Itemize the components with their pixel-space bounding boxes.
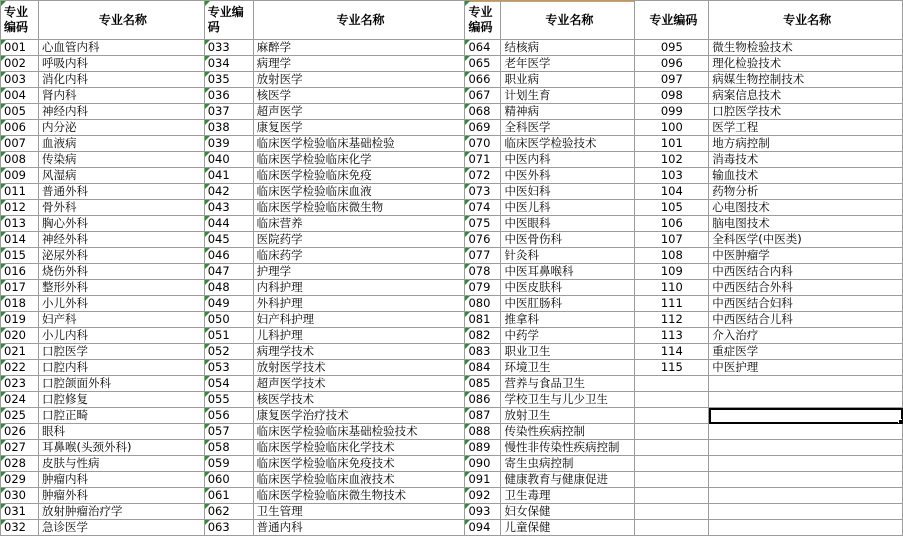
specialty-name-cell[interactable]: 中医骨伤科 (501, 232, 635, 248)
specialty-name-cell[interactable]: 医学工程 (709, 120, 903, 136)
specialty-code-cell[interactable]: 008 (1, 152, 39, 168)
specialty-code-cell[interactable] (635, 424, 709, 440)
specialty-name-cell[interactable]: 中医护理 (709, 360, 903, 376)
specialty-name-cell[interactable]: 精神病 (501, 104, 635, 120)
header-row (1, 1, 903, 40)
header-name-cell[interactable]: 专业名称 (709, 1, 903, 40)
specialty-name-cell[interactable]: 输血技术 (709, 168, 903, 184)
header-code-cell[interactable]: 专业编码 (635, 1, 709, 40)
specialty-code-cell[interactable]: 004 (1, 88, 39, 104)
specialty-code-cell[interactable]: 080 (465, 296, 501, 312)
specialty-name-cell[interactable]: 呼吸内科 (38, 56, 204, 72)
specialty-name-cell[interactable]: 病媒生物控制技术 (709, 72, 903, 88)
specialty-code-cell[interactable]: 022 (1, 360, 39, 376)
specialty-name-cell[interactable]: 放射肿瘤治疗学 (38, 504, 204, 520)
specialty-name-cell[interactable]: 烧伤外科 (38, 264, 204, 280)
specialty-code-cell[interactable]: 106 (635, 216, 709, 232)
table-row (1, 200, 903, 216)
specialty-name-cell[interactable]: 急诊医学 (38, 520, 204, 536)
specialty-name-cell[interactable]: 药物分析 (709, 184, 903, 200)
specialty-name-cell[interactable] (709, 504, 903, 520)
table-row (1, 280, 903, 296)
specialty-name-cell[interactable]: 普通内科 (253, 520, 465, 536)
specialty-name-cell[interactable]: 肿瘤外科 (38, 488, 204, 504)
specialty-name-cell[interactable]: 核医学技术 (253, 392, 465, 408)
specialty-name-cell[interactable] (709, 440, 903, 456)
header-name-cell[interactable]: 专业名称 (253, 1, 465, 40)
specialty-name-cell[interactable]: 全科医学(中医类) (709, 232, 903, 248)
specialty-name-cell[interactable]: 介入治疗 (709, 328, 903, 344)
specialty-name-cell[interactable]: 消化内科 (38, 72, 204, 88)
specialty-name-cell[interactable] (709, 376, 903, 392)
specialty-name-cell[interactable]: 超声医学 (253, 104, 465, 120)
specialty-code-cell[interactable]: 101 (635, 136, 709, 152)
specialty-code-cell[interactable]: 113 (635, 328, 709, 344)
specialty-code-cell[interactable]: 087 (465, 408, 501, 424)
table-row (1, 104, 903, 120)
specialty-code-cell[interactable]: 086 (465, 392, 501, 408)
specialty-code-cell[interactable]: 066 (465, 72, 501, 88)
specialty-name-cell[interactable]: 内分泌 (38, 120, 204, 136)
specialty-code-cell[interactable]: 060 (204, 472, 253, 488)
specialty-name-cell[interactable]: 中医儿科 (501, 200, 635, 216)
specialty-code-cell[interactable]: 110 (635, 280, 709, 296)
specialty-code-cell[interactable]: 018 (1, 296, 39, 312)
specialty-code-cell[interactable] (635, 488, 709, 504)
specialty-code-cell[interactable] (635, 504, 709, 520)
specialty-code-cell[interactable]: 085 (465, 376, 501, 392)
specialty-code-cell[interactable]: 053 (204, 360, 253, 376)
specialty-code-cell[interactable] (635, 520, 709, 536)
table-row (1, 152, 903, 168)
table-row (1, 488, 903, 504)
specialty-name-cell[interactable]: 微生物检验技术 (709, 40, 903, 56)
table-row (1, 360, 903, 376)
specialty-code-cell[interactable]: 040 (204, 152, 253, 168)
specialty-code-cell[interactable]: 012 (1, 200, 39, 216)
specialty-code-cell[interactable]: 056 (204, 408, 253, 424)
table-row (1, 328, 903, 344)
specialty-code-cell[interactable]: 093 (465, 504, 501, 520)
specialty-name-cell[interactable]: 全科医学 (501, 120, 635, 136)
specialty-name-cell[interactable] (709, 456, 903, 472)
specialty-code-cell[interactable]: 048 (204, 280, 253, 296)
specialty-code-cell[interactable]: 109 (635, 264, 709, 280)
specialty-name-cell[interactable]: 口腔医学技术 (709, 104, 903, 120)
specialty-name-cell[interactable]: 口腔医学 (38, 344, 204, 360)
specialty-name-cell[interactable]: 病案信息技术 (709, 88, 903, 104)
specialty-code-cell[interactable]: 003 (1, 72, 39, 88)
specialty-name-cell[interactable] (709, 392, 903, 408)
specialty-name-cell[interactable]: 中医肿瘤学 (709, 248, 903, 264)
table-row (1, 168, 903, 184)
specialty-code-cell[interactable]: 089 (465, 440, 501, 456)
specialty-name-cell[interactable]: 放射卫生 (501, 408, 635, 424)
table-row (1, 312, 903, 328)
specialty-code-cell[interactable]: 062 (204, 504, 253, 520)
specialty-code-cell[interactable]: 071 (465, 152, 501, 168)
specialty-code-cell[interactable]: 070 (465, 136, 501, 152)
table-row (1, 424, 903, 440)
table-row (1, 72, 903, 88)
specialty-code-cell[interactable] (635, 472, 709, 488)
specialty-name-cell[interactable]: 临床医学检验临床血液技术 (253, 472, 465, 488)
specialty-name-cell[interactable]: 妇产科护理 (253, 312, 465, 328)
specialty-code-cell[interactable]: 091 (465, 472, 501, 488)
specialty-code-cell[interactable]: 026 (1, 424, 39, 440)
specialty-name-cell[interactable]: 妇女保健 (501, 504, 635, 520)
specialty-name-cell[interactable]: 结核病 (501, 40, 635, 56)
table-row (1, 136, 903, 152)
specialty-code-cell[interactable]: 041 (204, 168, 253, 184)
table-row (1, 264, 903, 280)
specialty-name-cell[interactable]: 皮肤与性病 (38, 456, 204, 472)
specialty-name-cell[interactable]: 泌尿外科 (38, 248, 204, 264)
specialty-name-cell[interactable]: 临床药学 (253, 248, 465, 264)
table-row (1, 120, 903, 136)
specialty-name-cell[interactable]: 针灸科 (501, 248, 635, 264)
specialty-name-cell[interactable]: 临床医学检验临床微生物技术 (253, 488, 465, 504)
specialty-name-cell[interactable]: 环境卫生 (501, 360, 635, 376)
specialty-code-cell[interactable]: 055 (204, 392, 253, 408)
specialty-name-cell[interactable]: 儿科护理 (253, 328, 465, 344)
specialty-name-cell[interactable]: 中医耳鼻喉科 (501, 264, 635, 280)
specialty-code-cell[interactable]: 057 (204, 424, 253, 440)
specialty-code-cell[interactable]: 011 (1, 184, 39, 200)
table-row (1, 376, 903, 392)
specialty-name-cell[interactable]: 传染病 (38, 152, 204, 168)
specialty-code-cell[interactable]: 038 (204, 120, 253, 136)
specialty-code-cell[interactable]: 054 (204, 376, 253, 392)
table-row (1, 504, 903, 520)
specialty-name-cell[interactable]: 核医学 (253, 88, 465, 104)
specialty-name-cell[interactable]: 风湿病 (38, 168, 204, 184)
specialty-name-cell[interactable]: 眼科 (38, 424, 204, 440)
specialty-name-cell[interactable]: 传染性疾病控制 (501, 424, 635, 440)
fill-handle[interactable] (898, 419, 903, 424)
specialty-name-cell[interactable]: 口腔正畸 (38, 408, 204, 424)
specialty-code-cell[interactable]: 065 (465, 56, 501, 72)
specialty-name-cell[interactable]: 内科护理 (253, 280, 465, 296)
specialty-name-cell[interactable]: 病理学技术 (253, 344, 465, 360)
specialty-name-cell[interactable]: 肾内科 (38, 88, 204, 104)
specialty-name-cell[interactable]: 神经外科 (38, 232, 204, 248)
specialty-code-cell[interactable]: 061 (204, 488, 253, 504)
specialty-code-cell[interactable]: 099 (635, 104, 709, 120)
specialty-code-cell[interactable]: 079 (465, 280, 501, 296)
header-code-cell[interactable]: 专业编码 (1, 1, 39, 40)
specialty-code-cell[interactable]: 015 (1, 248, 39, 264)
specialty-name-cell[interactable]: 计划生育 (501, 88, 635, 104)
specialty-code-cell[interactable] (635, 456, 709, 472)
table-row (1, 216, 903, 232)
specialty-code-cell[interactable]: 076 (465, 232, 501, 248)
specialty-name-cell[interactable]: 口腔内科 (38, 360, 204, 376)
specialty-name-cell[interactable] (709, 424, 903, 440)
specialty-code-cell[interactable] (635, 440, 709, 456)
specialty-code-cell[interactable]: 096 (635, 56, 709, 72)
specialty-name-cell[interactable]: 卫生毒理 (501, 488, 635, 504)
specialty-code-cell[interactable]: 102 (635, 152, 709, 168)
specialty-code-cell[interactable]: 100 (635, 120, 709, 136)
specialty-name-cell[interactable]: 神经内科 (38, 104, 204, 120)
specialty-code-cell[interactable]: 036 (204, 88, 253, 104)
specialty-code-cell[interactable]: 039 (204, 136, 253, 152)
specialty-code-cell[interactable]: 006 (1, 120, 39, 136)
table-row (1, 88, 903, 104)
specialty-code-cell[interactable]: 067 (465, 88, 501, 104)
table-row (1, 56, 903, 72)
specialty-name-cell[interactable]: 医院药学 (253, 232, 465, 248)
specialty-name-cell[interactable]: 地方病控制 (709, 136, 903, 152)
specialty-name-cell[interactable]: 健康教育与健康促进 (501, 472, 635, 488)
header-code-cell[interactable]: 专业编码 (465, 1, 501, 40)
specialty-code-cell[interactable]: 115 (635, 360, 709, 376)
specialty-code-cell[interactable]: 107 (635, 232, 709, 248)
specialty-code-cell[interactable]: 032 (1, 520, 39, 536)
table-row (1, 344, 903, 360)
specialty-name-cell[interactable]: 临床医学检验技术 (501, 136, 635, 152)
specialty-code-cell[interactable]: 075 (465, 216, 501, 232)
specialty-code-cell[interactable]: 020 (1, 328, 39, 344)
specialty-name-cell[interactable]: 中医内科 (501, 152, 635, 168)
specialty-code-cell[interactable]: 103 (635, 168, 709, 184)
specialty-name-cell[interactable]: 临床医学检验临床免疫技术 (253, 456, 465, 472)
specialty-code-cell[interactable]: 072 (465, 168, 501, 184)
specialty-code-cell[interactable]: 050 (204, 312, 253, 328)
specialty-name-cell[interactable]: 中西医结合儿科 (709, 312, 903, 328)
specialty-code-cell[interactable]: 068 (465, 104, 501, 120)
specialty-name-cell[interactable] (709, 488, 903, 504)
specialty-code-cell[interactable]: 029 (1, 472, 39, 488)
specialty-code-cell[interactable]: 074 (465, 200, 501, 216)
specialty-code-cell[interactable]: 112 (635, 312, 709, 328)
specialty-name-cell[interactable]: 护理学 (253, 264, 465, 280)
specialty-code-cell[interactable]: 021 (1, 344, 39, 360)
specialty-name-cell[interactable]: 卫生管理 (253, 504, 465, 520)
specialty-code-cell[interactable]: 028 (1, 456, 39, 472)
specialty-name-cell[interactable]: 营养与食品卫生 (501, 376, 635, 392)
table-row (1, 40, 903, 56)
specialty-name-cell[interactable]: 推拿科 (501, 312, 635, 328)
table-row (1, 232, 903, 248)
table-row (1, 440, 903, 456)
table-row (1, 472, 903, 488)
specialty-code-cell[interactable]: 052 (204, 344, 253, 360)
specialty-code-cell[interactable]: 034 (204, 56, 253, 72)
specialty-code-cell[interactable] (635, 376, 709, 392)
specialty-code-cell[interactable]: 024 (1, 392, 39, 408)
specialty-name-cell[interactable]: 临床医学检验临床微生物 (253, 200, 465, 216)
specialty-name-cell[interactable]: 胸心外科 (38, 216, 204, 232)
specialty-name-cell[interactable]: 超声医学技术 (253, 376, 465, 392)
specialty-name-cell[interactable] (709, 472, 903, 488)
specialty-name-cell[interactable]: 中医皮肤科 (501, 280, 635, 296)
specialty-name-cell[interactable]: 中医妇科 (501, 184, 635, 200)
specialty-code-cell[interactable]: 045 (204, 232, 253, 248)
specialty-code-cell[interactable]: 002 (1, 56, 39, 72)
specialty-name-cell[interactable]: 康复医学治疗技术 (253, 408, 465, 424)
table-row (1, 248, 903, 264)
specialty-name-cell[interactable]: 麻醉学 (253, 40, 465, 56)
specialty-name-cell[interactable]: 中医眼科 (501, 216, 635, 232)
specialty-code-cell[interactable]: 046 (204, 248, 253, 264)
specialty-code-cell[interactable]: 063 (204, 520, 253, 536)
specialty-code-cell[interactable]: 064 (465, 40, 501, 56)
specialty-name-cell[interactable]: 消毒技术 (709, 152, 903, 168)
specialty-name-cell[interactable]: 中西医结合外科 (709, 280, 903, 296)
specialty-name-cell[interactable]: 肿瘤内科 (38, 472, 204, 488)
specialty-name-cell[interactable]: 中西医结合内科 (709, 264, 903, 280)
specialty-code-cell[interactable]: 033 (204, 40, 253, 56)
specialty-name-cell[interactable]: 心血管内科 (38, 40, 204, 56)
selected-cell[interactable] (709, 408, 903, 424)
specialty-name-cell[interactable]: 放射医学技术 (253, 360, 465, 376)
specialty-code-cell[interactable]: 030 (1, 488, 39, 504)
specialty-code-cell[interactable]: 114 (635, 344, 709, 360)
specialty-name-cell[interactable]: 临床医学检验临床免疫 (253, 168, 465, 184)
specialty-code-cell[interactable]: 027 (1, 440, 39, 456)
specialty-name-cell[interactable]: 职业病 (501, 72, 635, 88)
specialty-name-cell[interactable]: 血液病 (38, 136, 204, 152)
specialty-name-cell[interactable]: 放射医学 (253, 72, 465, 88)
specialty-code-cell[interactable] (635, 392, 709, 408)
specialty-code-cell[interactable]: 058 (204, 440, 253, 456)
specialty-name-cell[interactable]: 心电图技术 (709, 200, 903, 216)
table-row (1, 392, 903, 408)
specialty-name-cell[interactable]: 骨外科 (38, 200, 204, 216)
specialty-code-cell[interactable]: 035 (204, 72, 253, 88)
table-row (1, 520, 903, 536)
specialty-name-cell[interactable]: 中药学 (501, 328, 635, 344)
specialty-name-cell[interactable]: 小儿内科 (38, 328, 204, 344)
specialty-code-cell[interactable]: 094 (465, 520, 501, 536)
specialty-name-cell[interactable]: 儿童保健 (501, 520, 635, 536)
specialty-code-cell[interactable]: 088 (465, 424, 501, 440)
specialty-code-cell[interactable]: 104 (635, 184, 709, 200)
specialty-code-cell[interactable] (635, 408, 709, 424)
specialty-code-cell[interactable]: 047 (204, 264, 253, 280)
specialty-code-cell[interactable]: 098 (635, 88, 709, 104)
specialty-name-cell[interactable]: 脑电图技术 (709, 216, 903, 232)
specialty-code-cell[interactable]: 083 (465, 344, 501, 360)
specialty-code-cell[interactable]: 111 (635, 296, 709, 312)
header-name-cell[interactable]: 专业名称 (38, 1, 204, 40)
specialty-name-cell[interactable]: 重症医学 (709, 344, 903, 360)
specialty-name-cell[interactable]: 病理学 (253, 56, 465, 72)
specialty-code-cell[interactable]: 049 (204, 296, 253, 312)
specialty-name-cell[interactable]: 临床营养 (253, 216, 465, 232)
specialty-name-cell[interactable]: 理化检验技术 (709, 56, 903, 72)
specialty-code-cell[interactable]: 077 (465, 248, 501, 264)
specialty-name-cell[interactable]: 慢性非传染性疾病控制 (501, 440, 635, 456)
specialty-code-cell[interactable]: 069 (465, 120, 501, 136)
specialty-name-cell[interactable]: 康复医学 (253, 120, 465, 136)
specialty-name-cell[interactable]: 学校卫生与儿少卫生 (501, 392, 635, 408)
table-row (1, 296, 903, 312)
specialty-name-cell[interactable]: 外科护理 (253, 296, 465, 312)
specialty-code-cell[interactable]: 044 (204, 216, 253, 232)
specialty-name-cell[interactable] (709, 520, 903, 536)
specialty-name-cell[interactable]: 临床医学检验临床化学 (253, 152, 465, 168)
specialty-name-cell[interactable]: 老年医学 (501, 56, 635, 72)
specialty-code-cell[interactable]: 084 (465, 360, 501, 376)
specialty-name-cell[interactable]: 临床医学检验临床基础检验技术 (253, 424, 465, 440)
specialty-name-cell[interactable]: 临床医学检验临床化学技术 (253, 440, 465, 456)
specialty-code-cell[interactable]: 013 (1, 216, 39, 232)
specialty-code-cell[interactable]: 090 (465, 456, 501, 472)
specialty-code-cell[interactable]: 073 (465, 184, 501, 200)
specialty-code-cell[interactable]: 097 (635, 72, 709, 88)
specialty-name-cell[interactable]: 中西医结合妇科 (709, 296, 903, 312)
specialty-code-cell[interactable]: 078 (465, 264, 501, 280)
specialty-name-cell[interactable]: 临床医学检验临床血液 (253, 184, 465, 200)
specialty-code-cell[interactable]: 007 (1, 136, 39, 152)
table-row (1, 184, 903, 200)
specialty-name-cell[interactable]: 小儿外科 (38, 296, 204, 312)
specialty-code-cell[interactable]: 037 (204, 104, 253, 120)
specialty-name-cell[interactable]: 职业卫生 (501, 344, 635, 360)
specialty-code-cell[interactable]: 016 (1, 264, 39, 280)
table-row (1, 456, 903, 472)
specialty-code-cell[interactable]: 019 (1, 312, 39, 328)
specialty-name-cell[interactable]: 口腔颌面外科 (38, 376, 204, 392)
specialty-code-cell[interactable]: 009 (1, 168, 39, 184)
specialty-code-cell[interactable]: 108 (635, 248, 709, 264)
specialty-code-cell[interactable]: 082 (465, 328, 501, 344)
specialty-code-cell[interactable]: 105 (635, 200, 709, 216)
specialty-code-cell[interactable]: 092 (465, 488, 501, 504)
specialty-code-cell[interactable]: 042 (204, 184, 253, 200)
header-code-cell[interactable]: 专业编码 (204, 1, 253, 40)
specialty-name-cell[interactable]: 普通外科 (38, 184, 204, 200)
specialty-code-cell[interactable]: 059 (204, 456, 253, 472)
specialty-name-cell[interactable]: 耳鼻喉(头颈外科) (38, 440, 204, 456)
specialty-name-cell[interactable]: 寄生虫病控制 (501, 456, 635, 472)
specialty-code-cell[interactable]: 005 (1, 104, 39, 120)
specialty-code-cell[interactable]: 081 (465, 312, 501, 328)
specialty-code-cell[interactable]: 023 (1, 376, 39, 392)
specialty-code-cell[interactable]: 095 (635, 40, 709, 56)
specialty-name-cell[interactable]: 临床医学检验临床基础检验 (253, 136, 465, 152)
table-row (1, 408, 903, 424)
specialty-name-cell[interactable]: 中医外科 (501, 168, 635, 184)
specialty-code-cell[interactable]: 043 (204, 200, 253, 216)
specialty-code-cell[interactable]: 014 (1, 232, 39, 248)
specialty-name-cell[interactable]: 中医肛肠科 (501, 296, 635, 312)
specialty-code-cell[interactable]: 031 (1, 504, 39, 520)
specialty-code-cell[interactable]: 017 (1, 280, 39, 296)
specialty-name-cell[interactable]: 妇产科 (38, 312, 204, 328)
specialty-code-cell[interactable]: 001 (1, 40, 39, 56)
specialty-code-cell[interactable]: 051 (204, 328, 253, 344)
header-name-cell[interactable]: 专业名称 (501, 1, 635, 40)
specialty-name-cell[interactable]: 整形外科 (38, 280, 204, 296)
specialty-name-cell[interactable]: 口腔修复 (38, 392, 204, 408)
specialty-code-cell[interactable]: 025 (1, 408, 39, 424)
